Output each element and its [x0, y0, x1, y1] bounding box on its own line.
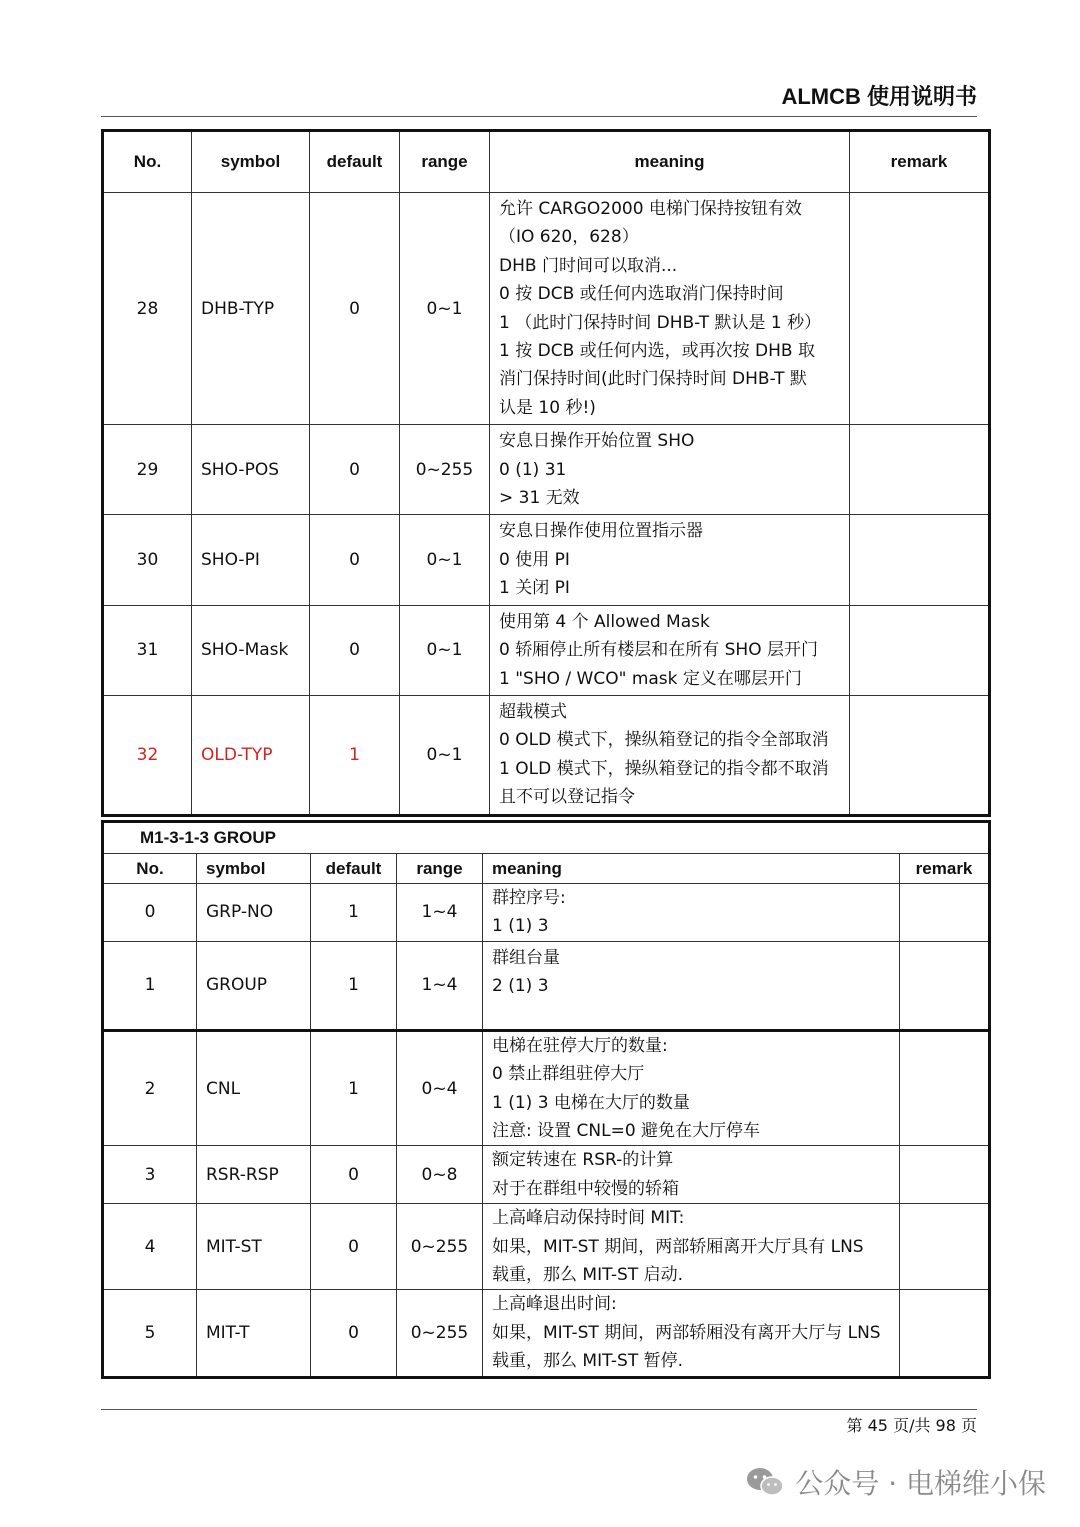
cell-meaning — [483, 1204, 900, 1290]
meaning-line: 0 禁止群组驻停大厅 — [492, 1064, 645, 1085]
cell-no: 2 — [103, 1030, 197, 1146]
cell-meaning — [490, 425, 850, 515]
meaning-line: 2 (1) 3 — [492, 976, 549, 997]
cell-range: 0~1 — [400, 695, 490, 815]
cell-no: 29 — [103, 425, 192, 515]
meaning-line: 0 轿厢停止所有楼层和在所有 SHO 层开门 — [499, 640, 818, 661]
col-header-default: default — [310, 131, 400, 193]
meaning-line: 使用第 4 个 Allowed Mask — [499, 611, 710, 632]
cell-range: 0~1 — [400, 605, 490, 695]
cell-meaning — [483, 1290, 900, 1377]
meaning-line: 对于在群组中较慢的轿箱 — [492, 1178, 679, 1199]
table-row — [103, 515, 990, 605]
col-header-remark: remark — [900, 854, 990, 884]
meaning-line: 1 (1) 3 — [492, 916, 549, 937]
footer-divider — [101, 1409, 977, 1410]
cell-no: 1 — [103, 941, 197, 1030]
cell-remark — [900, 1290, 990, 1377]
col-header-symbol: symbol — [197, 854, 311, 884]
cell-remark — [900, 884, 990, 942]
cell-default-highlighted: 1 — [310, 695, 400, 815]
table-row — [103, 1204, 990, 1290]
cell-meaning — [490, 605, 850, 695]
cell-range: 0~255 — [397, 1290, 483, 1377]
cell-symbol: SHO-POS — [192, 425, 310, 515]
cell-symbol: DHB-TYP — [192, 193, 310, 425]
meaning-line: 额定转速在 RSR-的计算 — [492, 1150, 674, 1171]
group-title: M1-3-1-3 GROUP — [103, 822, 990, 854]
cell-default: 0 — [311, 1290, 397, 1377]
col-header-default: default — [311, 854, 397, 884]
meaning-line: 群控序号: — [492, 888, 566, 908]
cell-default: 1 — [311, 884, 397, 942]
meaning-line: DHB 门时间可以取消... — [499, 255, 678, 276]
cell-meaning — [483, 884, 900, 942]
meaning-line: 如果，MIT-ST 期间，两部轿厢离开大厅具有 LNS — [492, 1236, 864, 1257]
cell-remark — [850, 193, 990, 425]
cell-symbol: CNL — [197, 1030, 311, 1146]
cell-remark — [850, 515, 990, 605]
cell-default: 1 — [311, 1030, 397, 1146]
document-title: ALMCB 使用说明书 — [781, 84, 977, 109]
col-header-no: No. — [103, 131, 192, 193]
meaning-line: 上高峰启动保持时间 MIT: — [492, 1208, 685, 1229]
table-row — [103, 695, 990, 815]
table-row — [103, 425, 990, 515]
col-header-no: No. — [103, 854, 197, 884]
cell-range: 0~255 — [400, 425, 490, 515]
cell-default: 0 — [310, 605, 400, 695]
meaning-line: 电梯在驻停大厅的数量: — [492, 1035, 668, 1056]
meaning-line: 载重，那么 MIT-ST 启动. — [492, 1265, 684, 1286]
meaning-line: 注意: 设置 CNL=0 避免在大厅停车 — [492, 1121, 761, 1142]
cell-remark — [900, 1204, 990, 1290]
table-row — [103, 605, 990, 695]
table1-header-row — [103, 131, 990, 193]
cell-no: 4 — [103, 1204, 197, 1290]
meaning-line: 0 使用 PI — [499, 549, 570, 570]
table-row — [103, 1146, 990, 1204]
col-header-symbol: symbol — [192, 131, 310, 193]
cell-symbol: MIT-T — [197, 1290, 311, 1377]
meaning-line: 允许 CARGO2000 电梯门保持按钮有效 — [499, 199, 802, 219]
watermark-text: 公众号 · 电梯维小保 — [795, 1467, 1046, 1500]
cell-no: 5 — [103, 1290, 197, 1377]
parameter-table-group — [101, 820, 991, 1379]
cell-meaning — [490, 515, 850, 605]
table-row — [103, 1290, 990, 1377]
page-number: 第 45 页/共 98 页 — [846, 1416, 977, 1435]
table-row — [103, 941, 990, 1030]
cell-range: 0~8 — [397, 1146, 483, 1204]
cell-meaning — [490, 695, 850, 815]
cell-no: 0 — [103, 884, 197, 942]
meaning-line: 消门保持时间(此时门保持时间 DHB-T 默 — [499, 369, 807, 390]
meaning-line: 0 OLD 模式下，操纵箱登记的指令全部取消 — [499, 730, 829, 751]
cell-range: 0~255 — [397, 1204, 483, 1290]
cell-symbol: SHO-PI — [192, 515, 310, 605]
watermark — [745, 1462, 1046, 1502]
table-row — [103, 193, 990, 425]
cell-no: 3 — [103, 1146, 197, 1204]
cell-symbol: SHO-Mask — [192, 605, 310, 695]
cell-no: 31 — [103, 605, 192, 695]
cell-no: 30 — [103, 515, 192, 605]
meaning-line: > 31 无效 — [499, 488, 580, 509]
meaning-line: 安息日操作开始位置 SHO — [499, 431, 695, 452]
cell-range: 0~4 — [397, 1030, 483, 1146]
cell-no: 28 — [103, 193, 192, 425]
cell-meaning — [483, 1146, 900, 1204]
cell-remark — [850, 605, 990, 695]
meaning-line: 如果，MIT-ST 期间，两部轿厢没有离开大厅与 LNS — [492, 1322, 881, 1343]
cell-range: 1~4 — [397, 941, 483, 1030]
cell-meaning — [483, 1030, 900, 1146]
cell-default: 0 — [310, 425, 400, 515]
meaning-line: 群组台量 — [492, 947, 560, 968]
cell-default: 1 — [311, 941, 397, 1030]
cell-symbol: MIT-ST — [197, 1204, 311, 1290]
cell-range: 0~1 — [400, 515, 490, 605]
meaning-line: 1 "SHO / WCO" mask 定义在哪层开门 — [499, 668, 802, 689]
table-row — [103, 884, 990, 942]
meaning-line: 1 按 DCB 或任何内选，或再次按 DHB 取 — [499, 341, 815, 362]
col-header-meaning: meaning — [483, 854, 900, 884]
cell-symbol: GROUP — [197, 941, 311, 1030]
cell-meaning — [483, 941, 900, 1030]
meaning-line: 认是 10 秒!) — [499, 397, 596, 418]
cell-default: 0 — [311, 1204, 397, 1290]
header-divider — [101, 116, 977, 117]
meaning-line: 上高峰退出时间: — [492, 1294, 617, 1315]
wechat-icon — [745, 1466, 785, 1498]
meaning-line: 且不可以登记指令 — [499, 787, 635, 808]
cell-range: 0~1 — [400, 193, 490, 425]
col-header-range: range — [400, 131, 490, 193]
meaning-line: 0 按 DCB 或任何内选取消门保持时间 — [499, 284, 784, 305]
meaning-line: 安息日操作使用位置指示器 — [499, 521, 703, 542]
cell-default: 0 — [310, 515, 400, 605]
col-header-range: range — [397, 854, 483, 884]
meaning-line: 0 (1) 31 — [499, 459, 567, 480]
cell-no-highlighted: 32 — [103, 695, 192, 815]
cell-remark — [850, 695, 990, 815]
meaning-line: 1 OLD 模式下，操纵箱登记的指令都不取消 — [499, 758, 829, 779]
group-title-row — [103, 822, 990, 854]
cell-range: 1~4 — [397, 884, 483, 942]
meaning-line: （IO 620，628） — [499, 227, 639, 248]
cell-symbol: RSR-RSP — [197, 1146, 311, 1204]
cell-symbol: GRP-NO — [197, 884, 311, 942]
cell-remark — [900, 1146, 990, 1204]
cell-remark — [850, 425, 990, 515]
cell-symbol-highlighted: OLD-TYP — [192, 695, 310, 815]
cell-meaning — [490, 193, 850, 425]
table-row — [103, 1030, 990, 1146]
meaning-line: 超载模式 — [499, 701, 567, 722]
cell-remark — [900, 1030, 990, 1146]
col-header-meaning: meaning — [490, 131, 850, 193]
cell-default: 0 — [310, 193, 400, 425]
table2-header-row — [103, 854, 990, 884]
meaning-line: 1 (1) 3 电梯在大厅的数量 — [492, 1092, 690, 1113]
cell-remark — [900, 941, 990, 1030]
meaning-line: 1 （此时门保持时间 DHB-T 默认是 1 秒） — [499, 312, 822, 333]
meaning-line: 载重，那么 MIT-ST 暂停. — [492, 1351, 684, 1372]
cell-default: 0 — [311, 1146, 397, 1204]
col-header-remark: remark — [850, 131, 990, 193]
parameter-table-1 — [101, 129, 991, 817]
meaning-line: 1 关闭 PI — [499, 578, 570, 599]
